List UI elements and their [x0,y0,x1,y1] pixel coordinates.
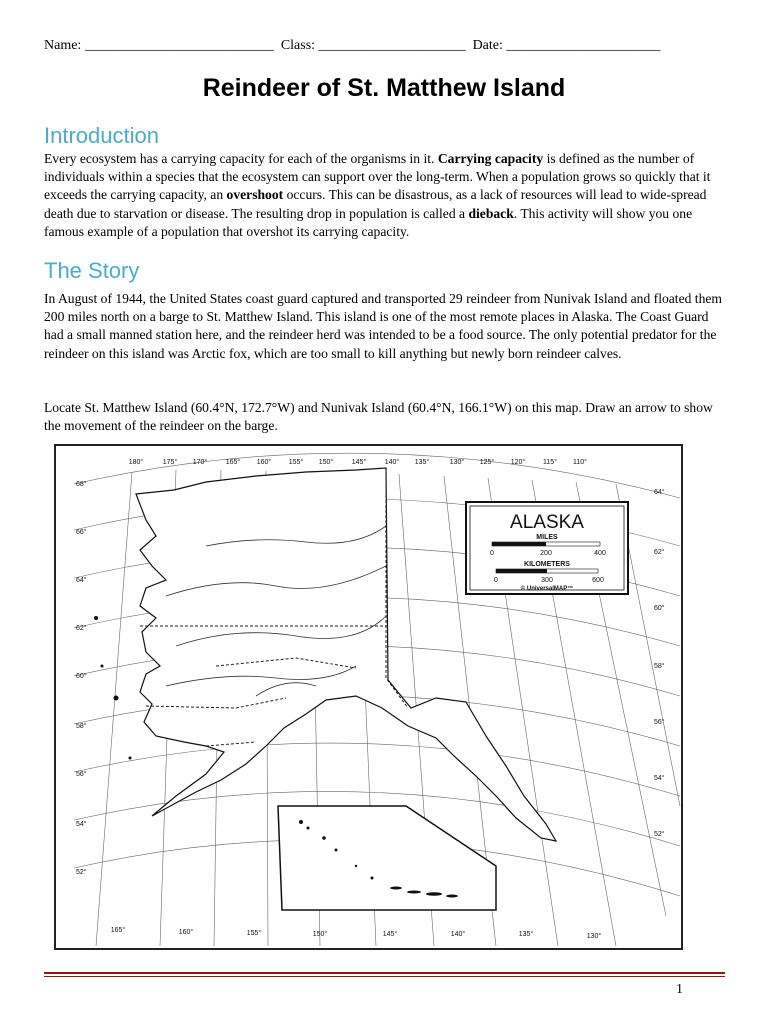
name-label: Name: [44,38,82,53]
name-blank[interactable]: ___________________________ [84,38,274,53]
lat-right-2: 60° [654,605,665,612]
footer-rule [44,972,725,974]
lon-top-8: 140° [384,459,400,466]
lon-bottom-3: 150° [312,931,328,938]
lon-bottom-7: 130° [586,933,602,940]
lon-top-11: 125° [479,459,495,466]
lat-left-0: 68° [76,481,87,488]
lon-bottom-1: 160° [178,929,194,936]
lon-bottom-0: 165° [110,927,126,934]
bering-sea-islands [94,616,132,760]
bottom-longitude-labels [111,926,602,940]
lon-bottom-4: 145° [382,931,398,938]
lat-left-4: 60° [76,673,87,680]
km-tick-0: 0 [494,577,498,584]
lon-bottom-5: 140° [450,931,466,938]
lat-right-5: 54° [654,775,665,782]
lon-top-2: 170° [192,459,208,466]
lat-right-4: 56° [654,719,665,726]
lat-left-8: 52° [76,869,87,876]
map-legend [466,502,628,594]
miles-tick-0: 0 [490,550,494,557]
lat-left-5: 58° [76,723,87,730]
introduction-paragraph: Every ecosystem has a carrying capacity for each of the organisms in it. Carrying capacity is defined as the number of individuals within a species that the ecosystem can support over the long-term. When a population grows so quickly that it exceeds the carrying capacity, an overshoot occurs. This can be disastrous, as a lack of resources will lead to wide-spread death due to starvation or disease. The resulting drop in population is called a dieback. This activity will show you one famous example of a population that overshot its carrying capacity. [44,151,711,239]
lon-top-12: 120° [510,459,526,466]
term-carrying-capacity: Carrying capacity [437,151,544,166]
lon-bottom-6: 135° [518,931,534,938]
km-tick-1: 300 [541,577,553,584]
km-tick-2: 600 [592,577,604,584]
lon-top-6: 150° [318,459,334,466]
map-credit: © UniversalMAP™ [520,586,574,592]
lon-top-5: 155° [288,459,304,466]
header-fields [44,38,660,54]
class-label: Class: [280,38,316,53]
map-title: ALASKA [510,512,584,533]
lon-top-1: 175° [162,459,178,466]
introduction-heading: Introduction [44,123,159,148]
alaska-map[interactable] [54,444,683,950]
aleutian-inset [278,806,496,910]
lat-right-0: 64° [654,489,665,496]
term-overshoot: overshoot [226,187,284,203]
lon-top-13: 115° [543,459,557,466]
alaska-map-drawing [56,446,681,948]
lat-right-3: 58° [654,663,665,670]
lon-top-7: 145° [351,459,367,466]
lat-left-2: 64° [76,577,87,584]
lon-top-3: 165° [225,459,241,466]
miles-label: MILES [536,534,558,541]
class-blank[interactable]: _____________________ [318,38,466,53]
lon-top-14: 110° [573,459,587,466]
page-number: 1 [676,982,683,997]
lat-left-1: 66° [76,529,87,536]
miles-tick-2: 400 [594,550,606,557]
lon-top-0: 180° [128,459,144,466]
story-heading: The Story [44,258,140,283]
map-instructions: Locate St. Matthew Island (60.4°N, 172.7°W) and Nunivak Island (60.4°N, 166.1°W) on this map. Draw an arrow to show the movement of the reindeer on the barge. [44,400,713,434]
km-label: KILOMETERS [524,561,570,568]
date-blank[interactable]: ______________________ [506,38,661,53]
left-latitude-labels [76,480,87,876]
miles-tick-1: 200 [540,550,552,557]
lat-right-6: 52° [654,831,665,838]
lat-left-6: 56° [76,771,87,778]
lon-top-4: 160° [256,459,272,466]
footer-rule-thin [44,976,725,977]
lat-left-3: 62° [76,625,87,632]
story-paragraph: In August of 1944, the United States coast guard captured and transported 29 reindeer from Nunivak Island and floated them 200 miles north on a barge to St. Matthew Island. This island is one of the most remote places in Alaska. The Coast Guard had a small manned station here, and the reindeer herd was intended to be a food source. The only potential predator for the reindeer on this island was Arctic fox, which are too small to kill anything but newly born reindeer calves. [44,291,722,361]
date-label: Date: [472,38,503,53]
lon-top-9: 135° [414,459,430,466]
term-dieback: dieback [468,205,514,221]
lon-top-10: 130° [449,459,465,466]
lat-right-1: 62° [654,549,665,556]
top-longitude-labels [129,458,587,466]
lon-bottom-2: 155° [246,930,262,937]
lat-left-7: 54° [76,821,87,828]
page-title: Reindeer of St. Matthew Island [202,74,566,102]
